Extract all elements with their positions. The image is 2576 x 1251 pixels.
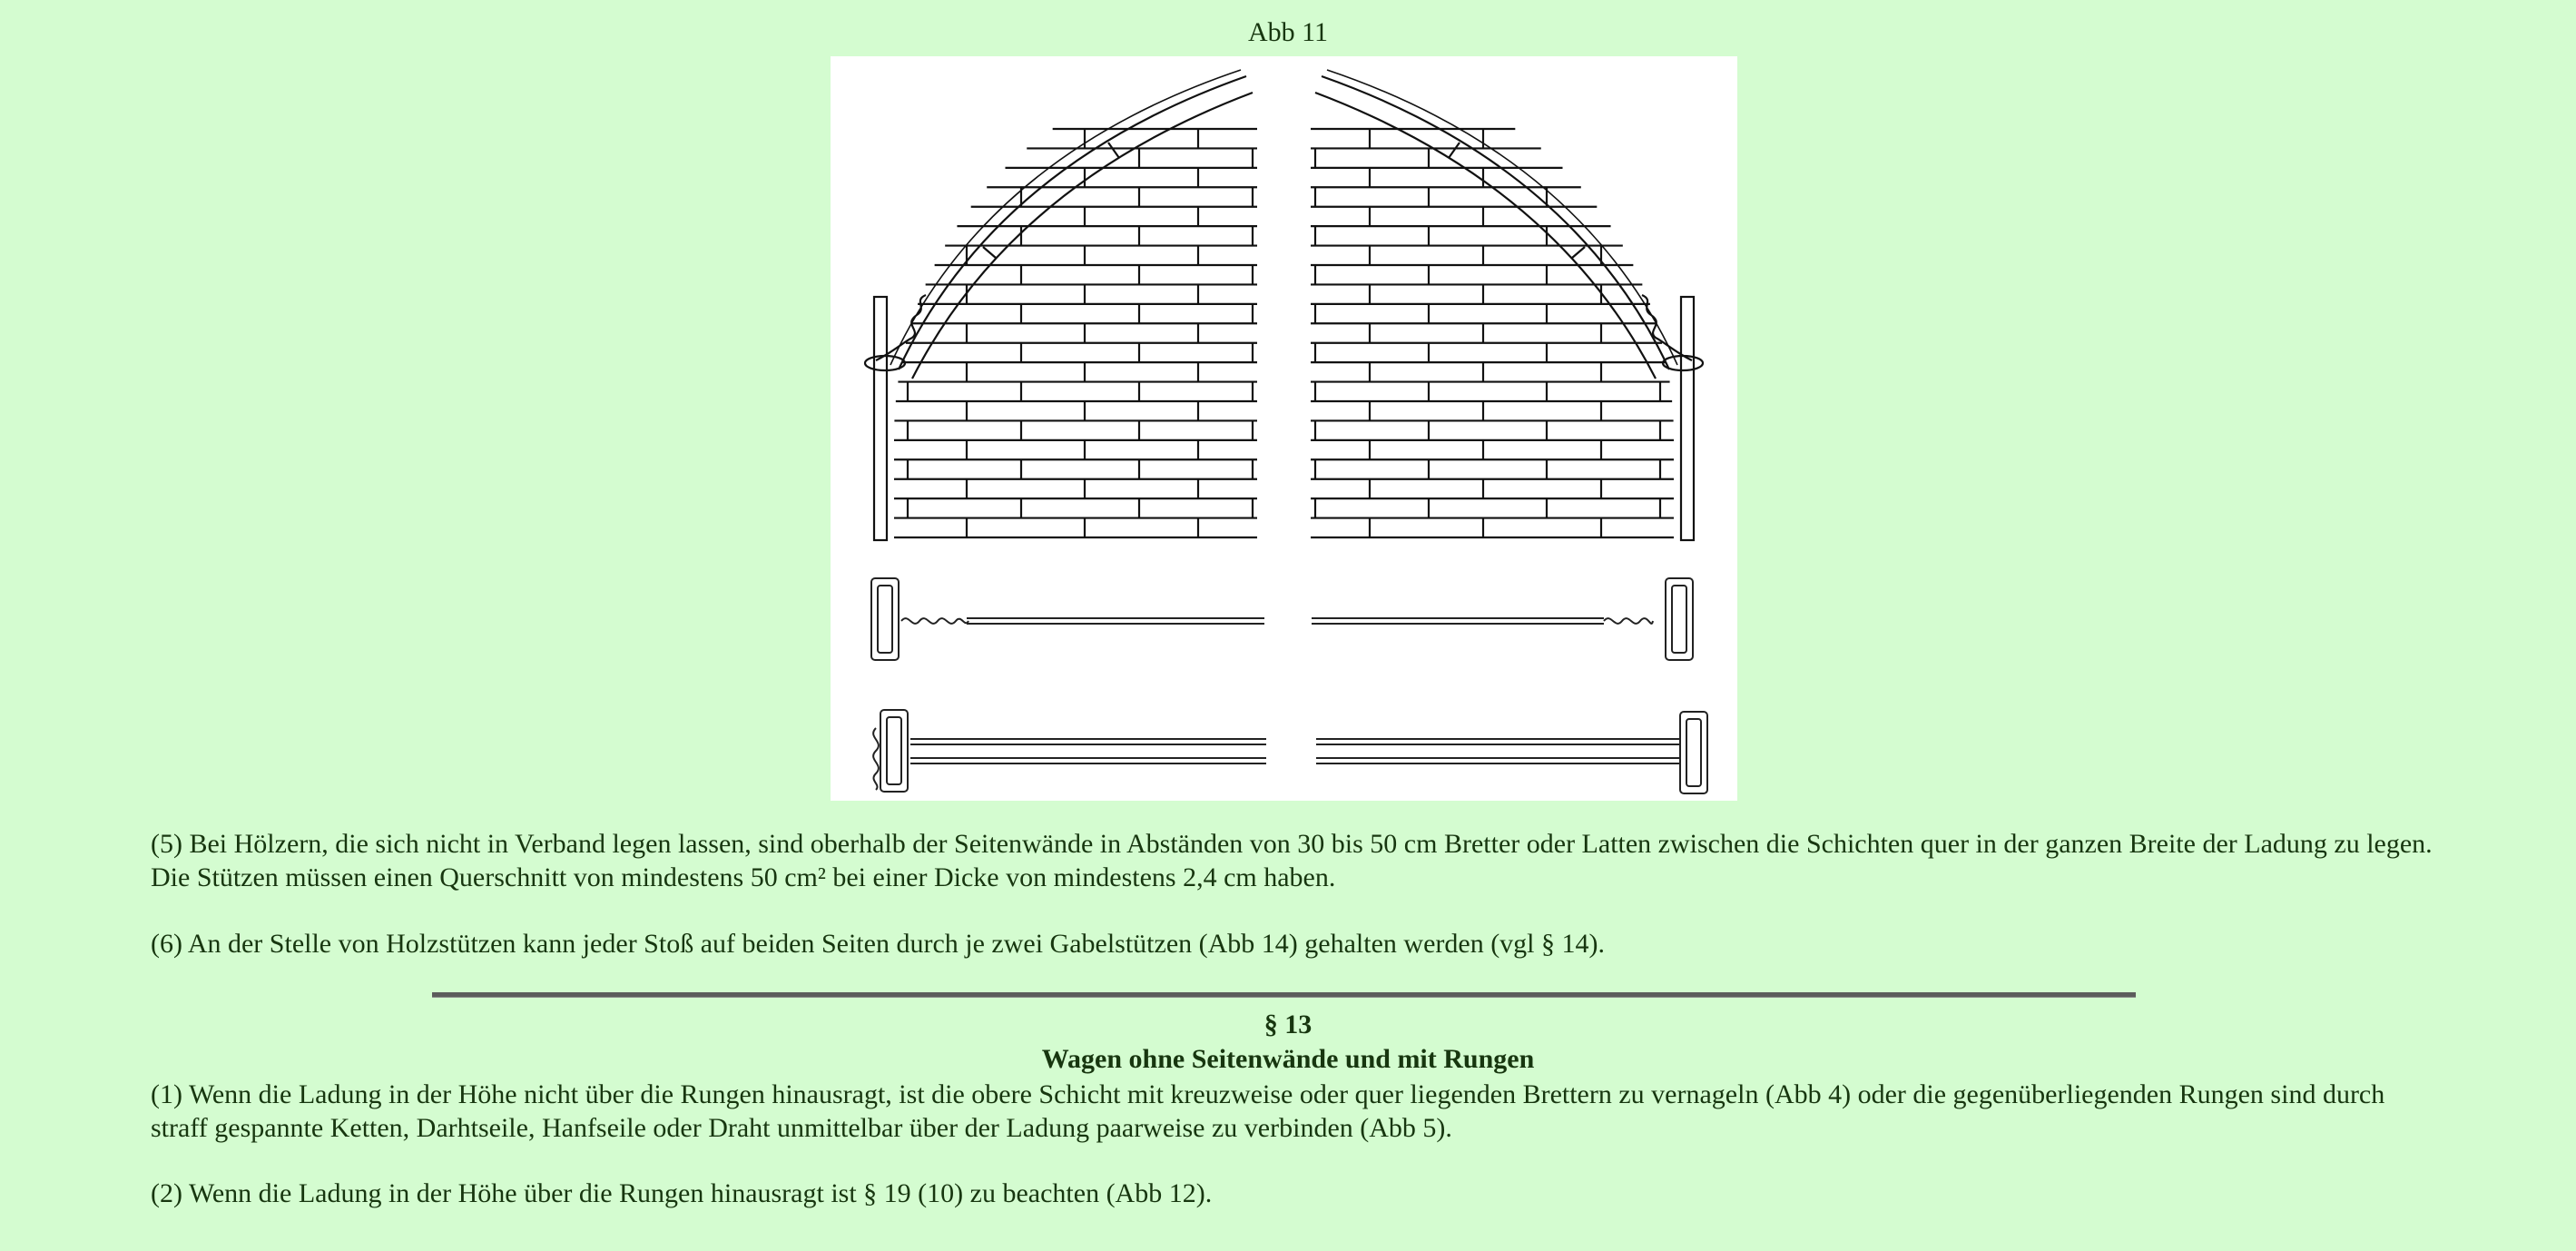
- stake-post: [874, 297, 887, 540]
- section-title: Wagen ohne Seitenwände und mit Rungen: [1041, 1044, 1535, 1074]
- stake-block: [1680, 712, 1707, 793]
- wire-loop: [865, 356, 905, 370]
- tension-wire: [1327, 70, 1677, 365]
- stake-block: [880, 710, 908, 792]
- wire-twist: [1604, 618, 1653, 624]
- support-plank: [1315, 93, 1656, 379]
- stake-block-inner: [887, 717, 901, 784]
- paragraph-5: (5) Bei Hölzern, die sich nicht in Verband legen lassen, sind oberhalb der Seitenwände in Abständen von 30 bis 50 cm Bretter oder Latten zwischen die Schichten quer in der ganzen Breite der Ladung zu legen. Die Stützen müssen einen Querschnitt von mindestens 50 cm² bei einer Dicke von mindestens 2,4 cm haben.: [151, 829, 2433, 892]
- wire-twist: [901, 618, 968, 624]
- right-stack-drawing: [1311, 70, 1703, 540]
- section-13-paragraph-2: (2) Wenn die Ladung in der Höhe über die Rungen hinausragt ist § 19 (10) zu beachten (Abb 12).: [151, 1178, 1213, 1208]
- tension-wire: [890, 70, 1241, 365]
- horizontal-divider: [432, 992, 2136, 998]
- plank-joint: [1572, 247, 1585, 258]
- stake-block-inner: [1686, 719, 1701, 786]
- section-number: § 13: [1263, 1010, 1313, 1039]
- paragraph-6: (6) An der Stelle von Holzstützen kann jeder Stoß auf beiden Seiten durch je zwei Gabelstützen (Abb 14) gehalten werden (vgl § 14).: [151, 929, 1606, 959]
- section-13-paragraph-1: (1) Wenn die Ladung in der Höhe nicht über die Rungen hinausragt, ist die obere Schicht mit kreuzweise oder quer liegenden Brettern zu vernageln (Abb 4) oder die gegenüberliegenden Rungen sind durch straff gespannte Ketten, Darhtseile, Hanfseile oder Draht unmittelbar über der Ladung paarweise zu verbinden (Abb 5).: [151, 1079, 2385, 1143]
- stake-block: [1666, 578, 1693, 660]
- left-stack-drawing: [865, 70, 1257, 540]
- stake-block: [871, 578, 899, 660]
- figure-caption: Abb 11: [1247, 17, 1329, 47]
- plank-joint: [1108, 143, 1119, 158]
- support-plank: [899, 76, 1246, 369]
- stake-block-inner: [878, 586, 892, 653]
- load-securing-diagram-icon: [831, 56, 1737, 801]
- wire-loop: [1663, 356, 1703, 370]
- support-plank: [912, 93, 1253, 379]
- plank-joint: [1449, 143, 1460, 158]
- stake-post: [1681, 297, 1694, 540]
- support-plank: [1322, 76, 1669, 369]
- stake-block-inner: [1672, 586, 1686, 653]
- plank-joint: [983, 247, 996, 258]
- stake-connection-drawings: [871, 578, 1707, 793]
- wire-twist: [873, 728, 879, 790]
- figure-illustration: [831, 56, 1737, 801]
